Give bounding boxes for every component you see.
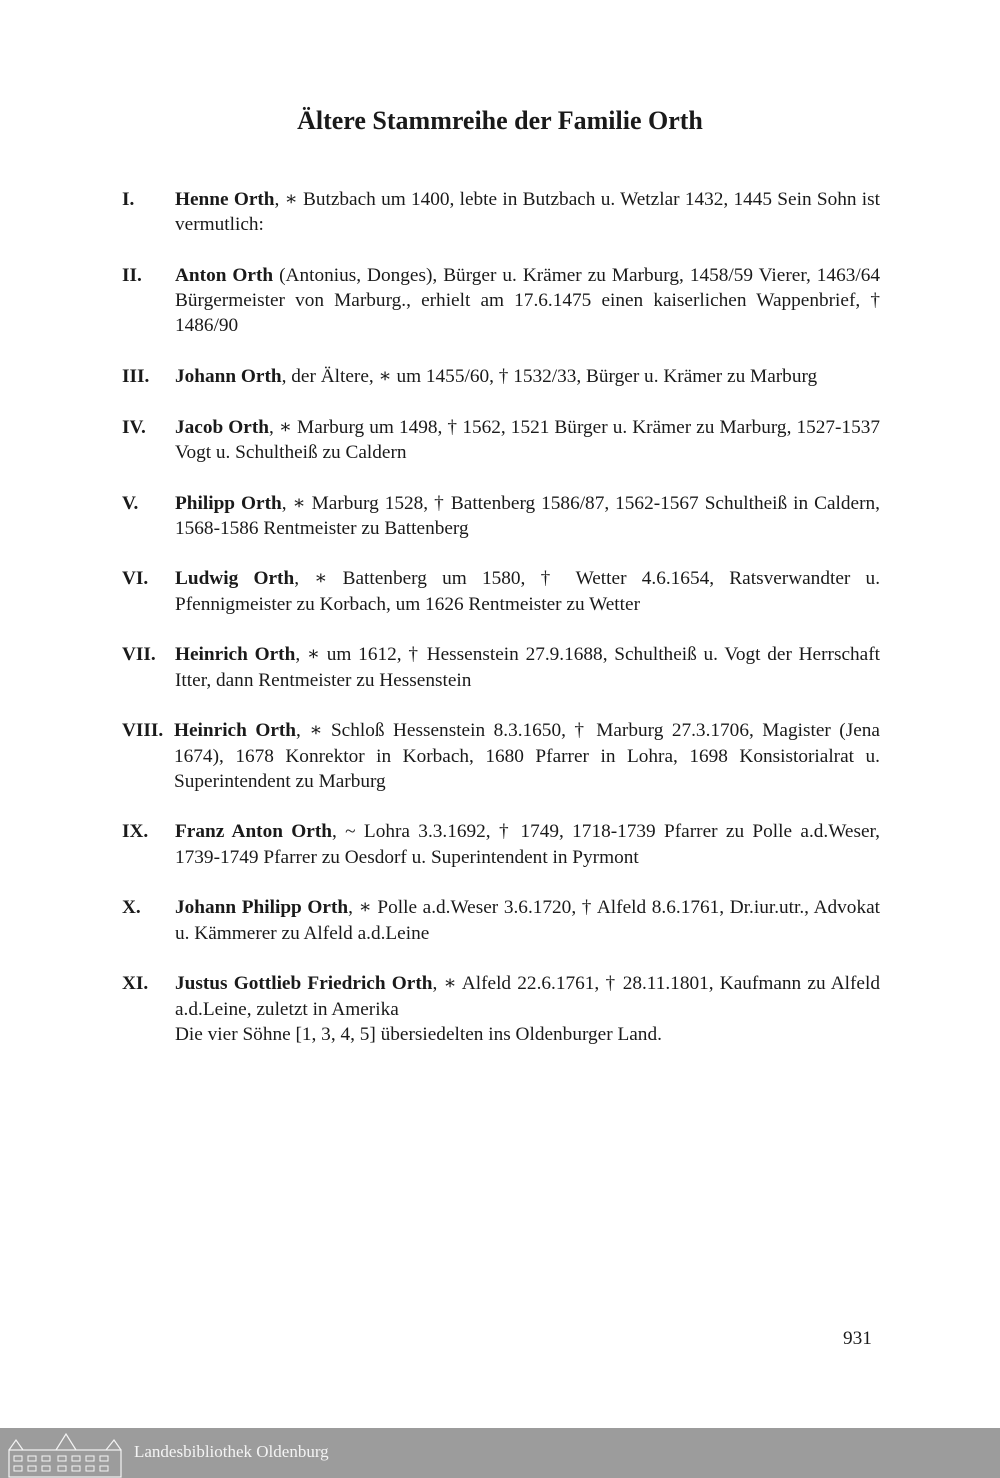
library-name: Landesbibliothek Oldenburg: [134, 1442, 329, 1461]
lineage-entry: [122, 718, 880, 794]
generation-numeral: V.: [122, 492, 139, 514]
person-name: Heinrich Orth: [175, 644, 296, 666]
generation-numeral: XI.: [122, 973, 149, 995]
person-name: Franz Anton Orth: [175, 821, 332, 843]
person-details: , der Ältere, ∗ um 1455/60, † 1532/33, Bürger u. Krämer zu Marburg: [281, 366, 818, 388]
lineage-entry: [122, 971, 880, 1047]
footer-bar: [0, 1428, 1000, 1478]
person-details: , ∗ Schloß Hessenstein 8.3.1650, † Marburg 27.3.1706, Magister (Jena 1674), 1678 Konrektor in Korbach, 1680 Pfarrer in Lohra, 1698 Konsistorialrat u. Superintendent zu Marburg: [174, 720, 880, 792]
entry-body: [175, 364, 880, 389]
person-name: Heinrich Orth: [174, 720, 297, 742]
person-details: , ∗ Alfeld 22.6.1761, † 28.11.1801, Kaufmann zu Alfeld a.d.Leine, zuletzt in Amerika: [175, 973, 880, 1020]
person-name: Anton Orth: [175, 264, 274, 286]
entry-body: [175, 263, 880, 339]
page-title: Ältere Stammreihe der Familie Orth: [297, 106, 703, 135]
person-details: , ∗ Polle a.d.Weser 3.6.1720, † Alfeld 8.6.1761, Dr.iur.utr., Advokat u. Kämmerer zu Alfeld a.d.Leine: [175, 897, 880, 944]
entry-body: [174, 718, 880, 794]
person-name: Henne Orth: [175, 189, 275, 210]
person-details: , ∗ Butzbach um 1400, lebte in Butzbach u. Wetzlar 1432, 1445 Sein Sohn ist vermutlich:: [175, 189, 880, 236]
person-name: Philipp Orth: [175, 492, 282, 514]
generation-numeral: X.: [122, 897, 141, 919]
person-details: (Antonius, Donges), Bürger u. Krämer zu Marburg, 1458/59 Vierer, 1463/64 Bürgermeister von Marburg., erhielt am 17.6.1475 einen kaiserlichen Wappenbrief, † 1486/90: [175, 264, 880, 337]
entry-body: [175, 415, 880, 466]
person-details: , ∗ Marburg 1528, † Battenberg 1586/87, 1562-1567 Schultheiß in Caldern, 1568-1586 Rentmeister zu Battenberg: [175, 492, 880, 539]
lineage-entry: [122, 566, 880, 617]
lineage-entry: [122, 491, 880, 542]
person-details: , ∗ um 1612, † Hessenstein 27.9.1688, Schultheiß u. Vogt der Herrschaft Itter, dann Rentmeister zu Hessenstein: [175, 644, 880, 691]
generation-numeral: IX.: [122, 821, 149, 843]
person-name: Ludwig Orth: [175, 568, 295, 590]
lineage-entry: [122, 263, 880, 339]
lineage-entry: [122, 895, 880, 946]
person-name: Jacob Orth: [175, 416, 269, 438]
person-name: Johann Philipp Orth: [175, 897, 349, 919]
entry-body: [175, 187, 880, 238]
lineage-entry: [122, 819, 880, 870]
person-name: Johann Orth: [175, 366, 282, 388]
generation-numeral: VIII.: [122, 720, 164, 742]
lineage-list: [122, 187, 880, 1072]
generation-numeral: I.: [122, 189, 135, 210]
page-number: 931: [843, 1328, 872, 1349]
entry-body: [175, 491, 880, 542]
lineage-entry: [122, 642, 880, 693]
library-building-logo-icon: [6, 1430, 126, 1478]
lineage-entry: [122, 364, 880, 389]
lineage-entry: [122, 187, 880, 238]
generation-numeral: IV.: [122, 416, 146, 438]
entry-note: Die vier Söhne [1, 3, 4, 5] übersiedelten ins Oldenburger Land.: [175, 1023, 662, 1045]
lineage-entry: [122, 415, 880, 466]
person-details: , ~ Lohra 3.3.1692, † 1749, 1718-1739 Pfarrer zu Polle a.d.Weser, 1739-1749 Pfarrer zu Oesdorf u. Superintendent in Pyrmont: [175, 821, 880, 868]
person-name: Justus Gottlieb Friedrich Orth: [175, 973, 433, 995]
entry-body: [175, 895, 880, 946]
generation-numeral: III.: [122, 366, 150, 388]
entry-body: [175, 971, 880, 1047]
entry-body: [175, 642, 880, 693]
entry-body: [175, 819, 880, 870]
generation-numeral: VI.: [122, 568, 149, 590]
person-details: , ∗ Marburg um 1498, † 1562, 1521 Bürger u. Krämer zu Marburg, 1527-1537 Vogt u. Schultheiß zu Caldern: [175, 416, 880, 463]
person-details: , ∗ Battenberg um 1580, † Wetter 4.6.1654, Ratsverwandter u. Pfennigmeister zu Korbach, um 1626 Rentmeister zu Wetter: [175, 568, 881, 615]
generation-numeral: VII.: [122, 644, 156, 666]
entry-body: [175, 566, 880, 617]
generation-numeral: II.: [122, 264, 142, 286]
